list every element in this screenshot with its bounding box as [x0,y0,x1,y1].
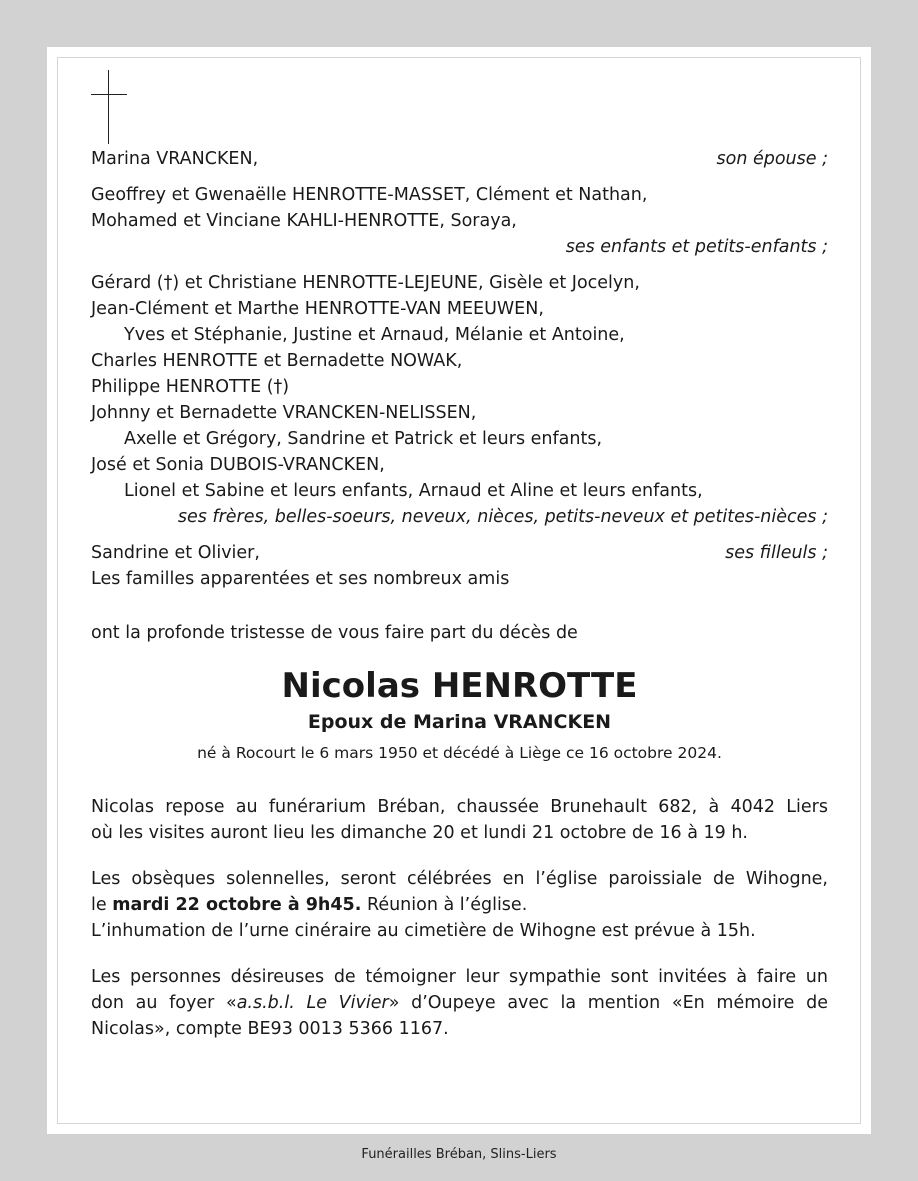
funeral-line: L’inhumation de l’urne cinéraire au cimetière de Wihogne est prévue à 15h. [91,921,756,941]
godchildren-role: ses filleuls ; [725,543,828,563]
sibling-line: Philippe HENROTTE (†) [91,377,290,397]
funeral-line: le mardi 22 octobre à 9h45. Réunion à l’église. [91,895,528,915]
donation-org: a.s.b.l. Le Vivier [236,993,389,1013]
cross-icon [91,70,127,144]
donation-line: Nicolas», compte BE93 0013 5366 1167. [91,1019,449,1039]
godchildren-name: Sandrine et Olivier, [91,543,260,563]
sibling-line: Johnny et Bernadette VRANCKEN-NELISSEN, [91,403,477,423]
children-role: ses enfants et petits-enfants ; [565,237,828,257]
sibling-line: Axelle et Grégory, Sandrine et Patrick et leurs enfants, [124,429,603,449]
godchildren-row [91,540,828,566]
children-line: Geoffrey et Gwenaëlle HENROTTE-MASSET, Clément et Nathan, [91,185,648,205]
children-line: Mohamed et Vinciane KAHLI-HENROTTE, Soraya, [91,211,517,231]
announcement: ont la profonde tristesse de vous faire part du décès de [91,623,578,643]
funeral-paragraph [91,866,828,944]
sibling-line: Charles HENROTTE et Bernadette NOWAK, [91,351,463,371]
obituary-content [91,146,828,1042]
footer-credit: Funérailles Bréban, Slins-Liers [361,1147,557,1162]
sibling-line: Lionel et Sabine et leurs enfants, Arnaud et Aline et leurs enfants, [124,481,703,501]
obituary-card [47,47,871,1134]
visitation-paragraph [91,794,828,846]
donation-line: Les personnes désireuses de témoigner leur sympathie sont invitées à faire un [91,967,828,987]
deceased-name: Nicolas HENROTTE [281,666,638,706]
deceased-dates: né à Rocourt le 6 mars 1950 et décédé à Liège ce 16 octobre 2024. [197,744,722,762]
sibling-line: Gérard (†) et Christiane HENROTTE-LEJEUNE, Gisèle et Jocelyn, [91,273,640,293]
visitation-line: Nicolas repose au funérarium Bréban, chaussée Brunehault 682, à 4042 Liers [91,797,828,817]
others-line: Les familles apparentées et ses nombreux amis [91,569,510,589]
donation-line: don au foyer «a.s.b.l. Le Vivier» d’Oupeye avec la mention «En mémoire de [91,993,828,1013]
deceased-subtitle: Epoux de Marina VRANCKEN [307,711,612,733]
funeral-line: Les obsèques solennelles, seront célébrées en l’église paroissiale de Wihogne, [91,869,828,889]
spouse-row [91,146,828,172]
spouse-name: Marina VRANCKEN, [91,149,259,169]
sibling-line: Jean-Clément et Marthe HENROTTE-VAN MEEUWEN, [91,299,544,319]
siblings-role: ses frères, belles-soeurs, neveux, nièces, petits-neveux et petites-nièces ; [177,507,828,527]
spouse-role: son épouse ; [716,149,828,169]
sibling-line: José et Sonia DUBOIS-VRANCKEN, [91,455,385,475]
donation-paragraph [91,964,828,1042]
card-border [57,57,861,1124]
sibling-line: Yves et Stéphanie, Justine et Arnaud, Mélanie et Antoine, [124,325,625,345]
funeral-date: mardi 22 octobre à 9h45. [112,895,362,915]
visitation-line: où les visites auront lieu les dimanche 20 et lundi 21 octobre de 16 à 19 h. [91,823,748,843]
